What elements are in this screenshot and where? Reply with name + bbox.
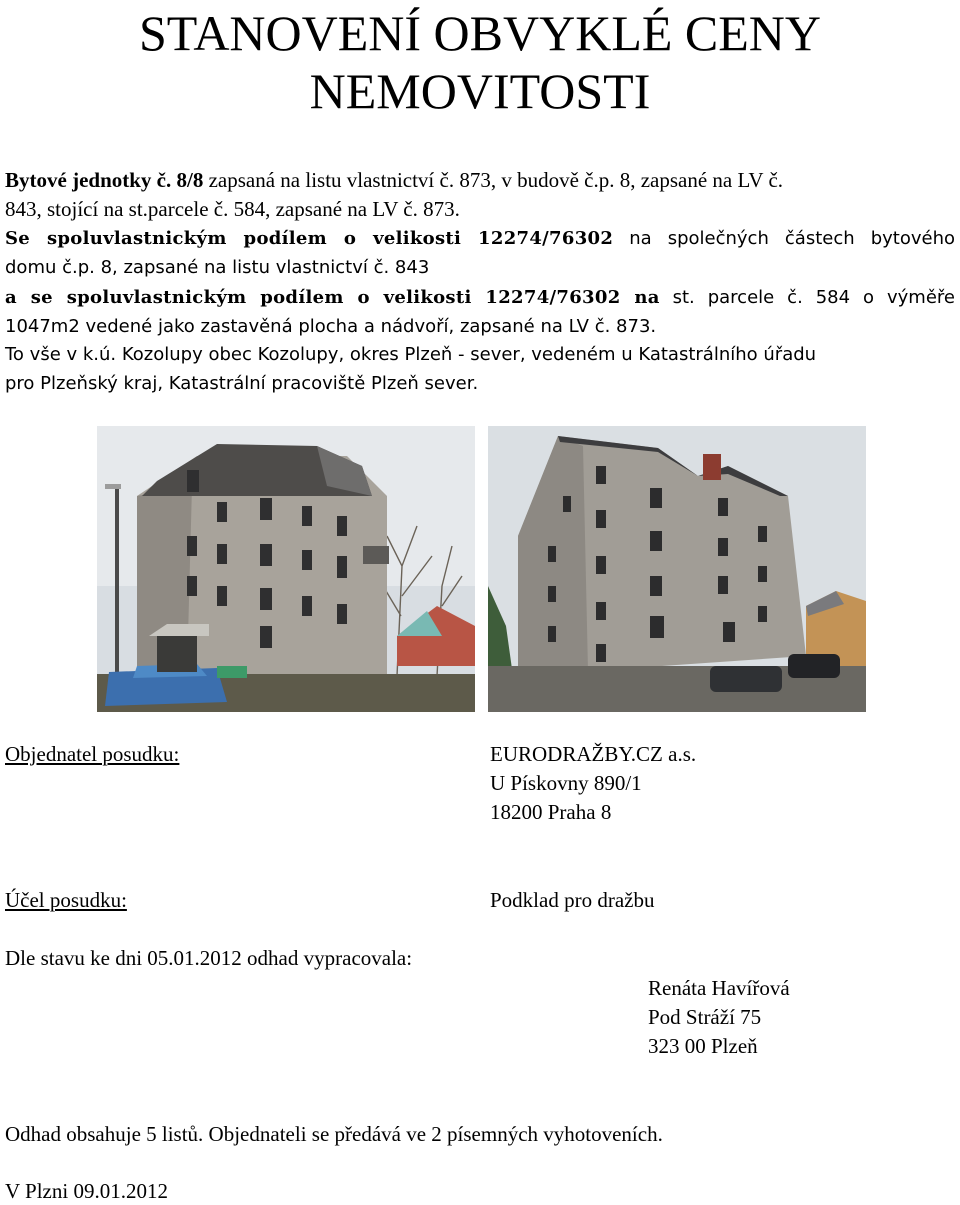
cadastral-line-2: pro Plzeňský kraj, Katastrální pracoviště Plzeň sever. bbox=[5, 372, 479, 394]
building-photo-front bbox=[97, 426, 475, 712]
share-parcel-rest: st. parcele č. 584 o výměře bbox=[659, 287, 955, 308]
unit-registration: zapsaná na listu vlastnictví č. 873, v budově č.p. 8, zapsané na LV č. bbox=[203, 168, 784, 192]
unit-paragraph bbox=[5, 166, 955, 195]
client-city: 18200 Praha 8 bbox=[490, 800, 612, 824]
document-title-line-2: NEMOVITOSTI bbox=[309, 63, 651, 119]
building-photo-side bbox=[488, 426, 866, 712]
property-description bbox=[5, 166, 955, 398]
client-street: U Pískovny 890/1 bbox=[490, 771, 642, 795]
cadastral-line-1: To vše v k.ú. Kozolupy obec Kozolupy, okres Plzeň - sever, vedeném u Katastrálního úřadu bbox=[5, 344, 817, 365]
share-parcel-line-1 bbox=[5, 282, 955, 313]
copies-note: Odhad obsahuje 5 listů. Objednateli se předává ve 2 písemných vyhotoveních. bbox=[5, 1122, 663, 1146]
share-parcel-line-2: 1047m2 vedené jako zastavěná plocha a nádvoří, zapsané na LV č. 873. bbox=[5, 315, 657, 337]
share-common-parts-line-2: domu č.p. 8, zapsané na listu vlastnictví č. 843 bbox=[5, 256, 430, 278]
unit-paragraph-line-2: 843, stojící na st.parcele č. 584, zapsané na LV č. 873. bbox=[5, 196, 460, 221]
appraiser-label: Dle stavu ke dni 05.01.2012 odhad vypracovala: bbox=[5, 946, 413, 970]
appraiser-city: 323 00 Plzeň bbox=[648, 1034, 758, 1058]
purpose-label: Účel posudku: bbox=[5, 888, 127, 912]
appraiser-name: Renáta Havířová bbox=[648, 976, 790, 1000]
share-parcel: a se spoluvlastnickým podílem o velikosti 12274/76302 na bbox=[5, 287, 660, 308]
share-common-parts-line-1 bbox=[5, 223, 955, 254]
document-title-line-1: STANOVENÍ OBVYKLÉ CENY bbox=[138, 5, 822, 61]
share-common-parts: Se spoluvlastnickým podílem o velikosti 12274/76302 bbox=[5, 228, 614, 249]
client-name: EURODRAŽBY.CZ a.s. bbox=[490, 742, 697, 766]
share-common-parts-rest: na společných částech bytového bbox=[613, 228, 955, 249]
appraiser-street: Pod Stráží 75 bbox=[648, 1005, 762, 1029]
client-label: Objednatel posudku: bbox=[5, 742, 180, 766]
place-and-date: V Plzni 09.01.2012 bbox=[5, 1179, 168, 1203]
unit-number: Bytové jednotky č. 8/8 bbox=[5, 168, 204, 192]
purpose-value: Podklad pro dražbu bbox=[490, 888, 655, 912]
